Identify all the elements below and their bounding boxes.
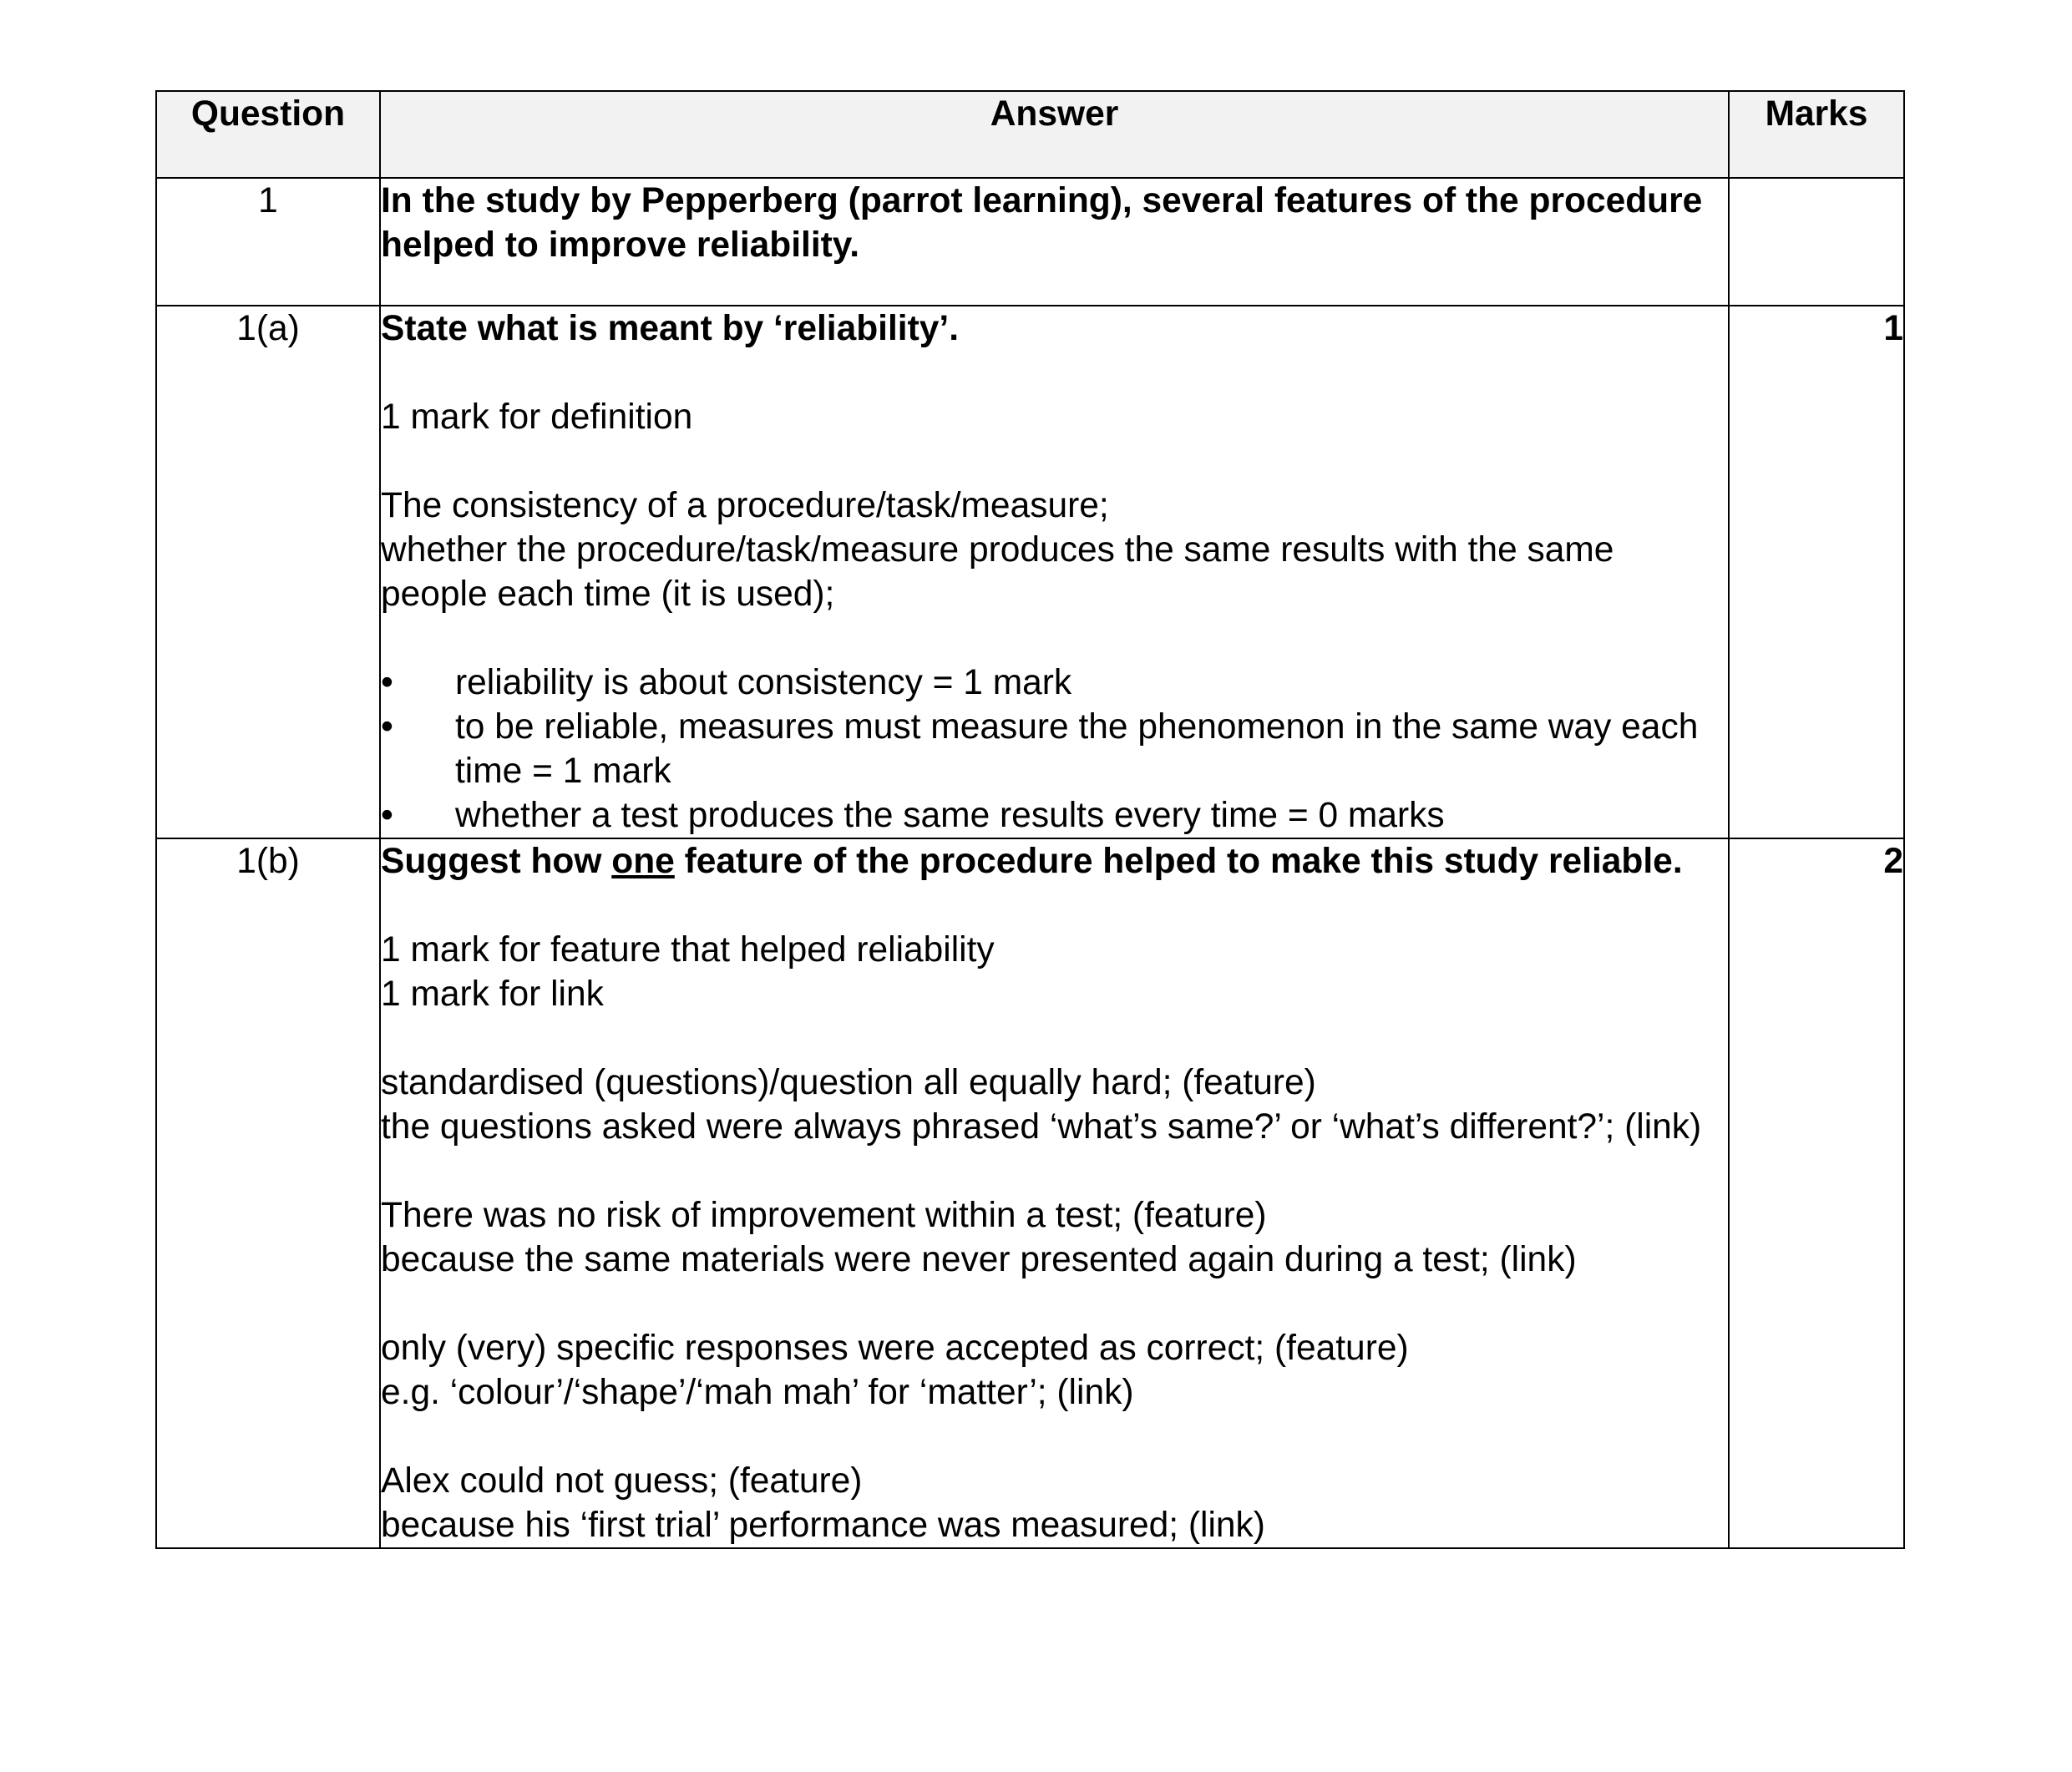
answer-line: whether the procedure/task/measure produces the same results with the same people each time (it is used); [381,530,1614,614]
list-item: • reliability is about consistency = 1 mark [381,661,1728,705]
answer-line: because his ‘first trial’ performance was measured; (link) [381,1506,1265,1545]
mark-scheme-table [155,90,1905,1549]
header-row [156,91,1904,178]
list-item: • to be reliable, measures must measure the phenomenon in the same way each time = 1 mark [381,705,1728,793]
question-stem [381,839,1728,883]
list-item: • whether a test produces the same results every time = 0 marks [381,793,1728,838]
answer-line: Alex could not guess; (feature) [381,1461,863,1501]
answer-column-header: Answer [380,91,1729,178]
marks-cell [1729,178,1904,306]
answer-line: The consistency of a procedure/task/measure; [381,486,1109,525]
question-number: 1 [156,178,380,306]
answer-line: the questions asked were always phrased ‘what’s same?’ or ‘what’s different?’; (link) [381,1107,1702,1147]
answer-cell [380,178,1729,306]
answer-cell [380,306,1729,838]
mark-guidance: 1 mark for feature that helped reliability [381,930,995,970]
answer-line: e.g. ‘colour’/‘shape’/‘mah mah’ for ‘matter’; (link) [381,1373,1134,1412]
question-stem: State what is meant by ‘reliability’. [381,309,960,348]
stem-text: feature of the procedure helped to make this study reliable. [674,842,1683,881]
question-column-header: Question [156,91,380,178]
answer-line: because the same materials were never presented again during a test; (link) [381,1240,1577,1279]
marks-column-header: Marks [1729,91,1904,178]
marking-notes-list [381,661,1728,838]
answer-line: standardised (questions)/question all equally hard; (feature) [381,1063,1316,1102]
question-number: 1(a) [156,306,380,838]
mark-guidance: 1 mark for definition [381,397,693,437]
question-stem: In the study by Pepperberg (parrot learning), several features of the procedure helped to improve reliability. [381,181,1703,265]
answer-line: only (very) specific responses were accepted as correct; (feature) [381,1329,1409,1368]
question-row-1 [156,178,1904,306]
question-row-1a [156,306,1904,838]
question-row-1b [156,838,1904,1548]
stem-underlined-word: one [611,842,675,881]
mark-guidance: 1 mark for link [381,975,604,1014]
answer-line: There was no risk of improvement within a test; (feature) [381,1196,1267,1235]
question-number: 1(b) [156,838,380,1548]
answer-cell [380,838,1729,1548]
marks-cell: 1 [1729,306,1904,838]
stem-text: Suggest how [381,842,612,881]
marks-cell: 2 [1729,838,1904,1548]
